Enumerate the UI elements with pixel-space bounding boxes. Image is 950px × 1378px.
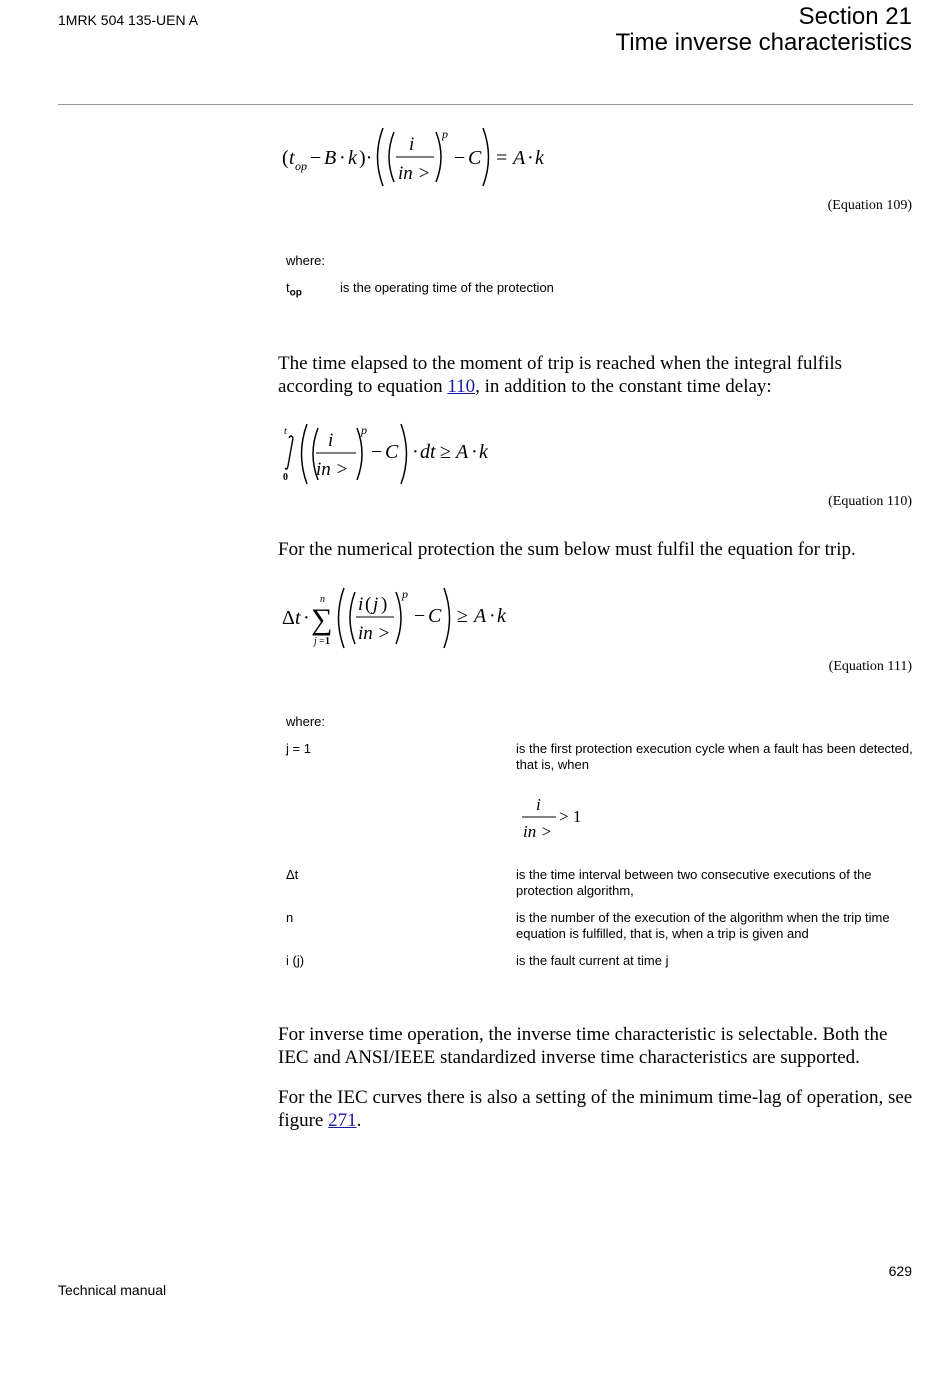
- svg-text:i: i: [409, 134, 415, 155]
- paragraph-integral: [278, 352, 918, 398]
- equation-109-label: (Equation 109): [827, 198, 912, 213]
- paragraph-text: The time elapsed to the moment of trip is reached when the integral fulfils according to equation: [278, 353, 843, 397]
- svg-text:1: 1: [325, 636, 330, 647]
- paragraph-text: , in addition to the constant time delay:: [475, 376, 772, 397]
- footer-manual-title: Technical manual: [58, 1282, 167, 1298]
- svg-text:p: p: [361, 423, 367, 437]
- svg-text:(: (: [282, 147, 289, 169]
- svg-text:j: j: [314, 636, 317, 647]
- svg-text:t: t: [295, 607, 301, 629]
- svg-text:C: C: [428, 605, 442, 627]
- svg-text:·: ·: [339, 147, 346, 169]
- term-j: j = 1: [286, 741, 311, 756]
- term-top-description: is the operating time of the protection: [340, 280, 554, 295]
- svg-text:·: ·: [471, 441, 478, 463]
- svg-text:=: =: [496, 147, 508, 169]
- svg-text:C: C: [468, 147, 482, 169]
- term-delta-t-description: is the time interval between two consecutive executions of the protection algorithm,: [516, 867, 872, 898]
- svg-text:j: j: [373, 594, 379, 615]
- svg-text:i: i: [536, 795, 541, 814]
- condition-equation: [516, 790, 596, 842]
- svg-text:B: B: [324, 147, 337, 169]
- svg-text:·: ·: [412, 441, 419, 463]
- svg-text:−: −: [414, 605, 426, 627]
- equation-110-link[interactable]: 110: [447, 376, 476, 397]
- svg-text:A: A: [513, 147, 526, 169]
- header-rule: [58, 104, 913, 105]
- term-ij-description: is the fault current at time j: [516, 953, 669, 968]
- equation-109: [276, 122, 566, 194]
- svg-text:in >: in >: [316, 459, 349, 480]
- paragraph-inverse-time: For inverse time operation, the inverse time characteristic is selectable. Both the IEC and ANSI/IEEE standardized inverse time characteristics are supported.: [278, 1024, 888, 1068]
- section-title: Time inverse characteristics: [615, 29, 912, 56]
- svg-text:∑: ∑: [311, 603, 333, 636]
- svg-text:op: op: [295, 159, 307, 173]
- svg-text:Δ: Δ: [282, 607, 295, 629]
- term-ij: i (j): [286, 953, 305, 968]
- svg-text:i: i: [328, 430, 334, 451]
- svg-text:in >: in >: [358, 623, 391, 644]
- svg-text:·: ·: [489, 605, 496, 627]
- svg-text:−: −: [310, 147, 322, 169]
- svg-text:·: ·: [527, 147, 534, 169]
- svg-text:in >: in >: [523, 822, 552, 841]
- svg-text:dt: dt: [420, 441, 436, 463]
- svg-text:A: A: [474, 605, 487, 627]
- equation-110-label: (Equation 110): [828, 494, 912, 509]
- svg-text:≥: ≥: [440, 441, 451, 463]
- term-top-sub: op: [289, 287, 302, 299]
- term-n: n: [286, 910, 294, 925]
- svg-text:A: A: [456, 441, 469, 463]
- figure-271-link[interactable]: 271: [328, 1110, 357, 1131]
- svg-text:k: k: [479, 441, 488, 463]
- term-top: [286, 280, 302, 299]
- svg-text:·: ·: [303, 607, 310, 629]
- svg-text:> 1: > 1: [559, 807, 582, 826]
- page-number: 629: [888, 1263, 912, 1279]
- svg-text:): ): [381, 594, 388, 615]
- svg-text:k: k: [497, 605, 506, 627]
- paragraph-text: .: [356, 1110, 362, 1131]
- equation-111-label: (Equation 111): [828, 659, 912, 674]
- svg-text:(: (: [365, 594, 372, 615]
- section-number: Section 21: [798, 3, 912, 30]
- svg-text:in >: in >: [398, 163, 431, 184]
- svg-text:C: C: [385, 441, 399, 463]
- svg-text:)·: )·: [359, 147, 373, 169]
- svg-text:k: k: [348, 147, 357, 169]
- document-id: 1MRK 504 135-UEN A: [58, 12, 199, 28]
- svg-text:0: 0: [283, 472, 288, 483]
- svg-text:−: −: [371, 441, 383, 463]
- svg-text:k: k: [535, 147, 544, 169]
- paragraph-numerical: For the numerical protection the sum below must fulfil the equation for trip.: [278, 539, 856, 560]
- svg-text:=: =: [319, 636, 325, 647]
- where-heading: where:: [286, 253, 326, 268]
- svg-text:p: p: [442, 127, 448, 141]
- where-heading: where:: [286, 714, 326, 729]
- svg-text:p: p: [402, 587, 408, 601]
- equation-111: [276, 582, 526, 654]
- paragraph-text: For the IEC curves there is also a setting of the minimum time-lag of operation, see figure: [278, 1087, 913, 1131]
- svg-text:n: n: [320, 594, 325, 605]
- svg-text:≥: ≥: [457, 605, 468, 627]
- svg-text:t: t: [289, 147, 295, 169]
- svg-text:−: −: [454, 147, 466, 169]
- term-n-description: is the number of the execution of the algorithm when the trip time equation is fulfilled, that is, when a trip is given and: [516, 910, 890, 941]
- section-heading: [615, 4, 912, 56]
- svg-text:i: i: [358, 594, 364, 615]
- equation-110: [276, 418, 516, 490]
- svg-text:t: t: [284, 426, 287, 437]
- term-j-description: is the first protection execution cycle when a fault has been detected, that is, when: [516, 741, 913, 772]
- term-delta-t: Δt: [286, 867, 299, 882]
- paragraph-iec-curves: [278, 1086, 918, 1132]
- term-top-main: t: [286, 280, 290, 295]
